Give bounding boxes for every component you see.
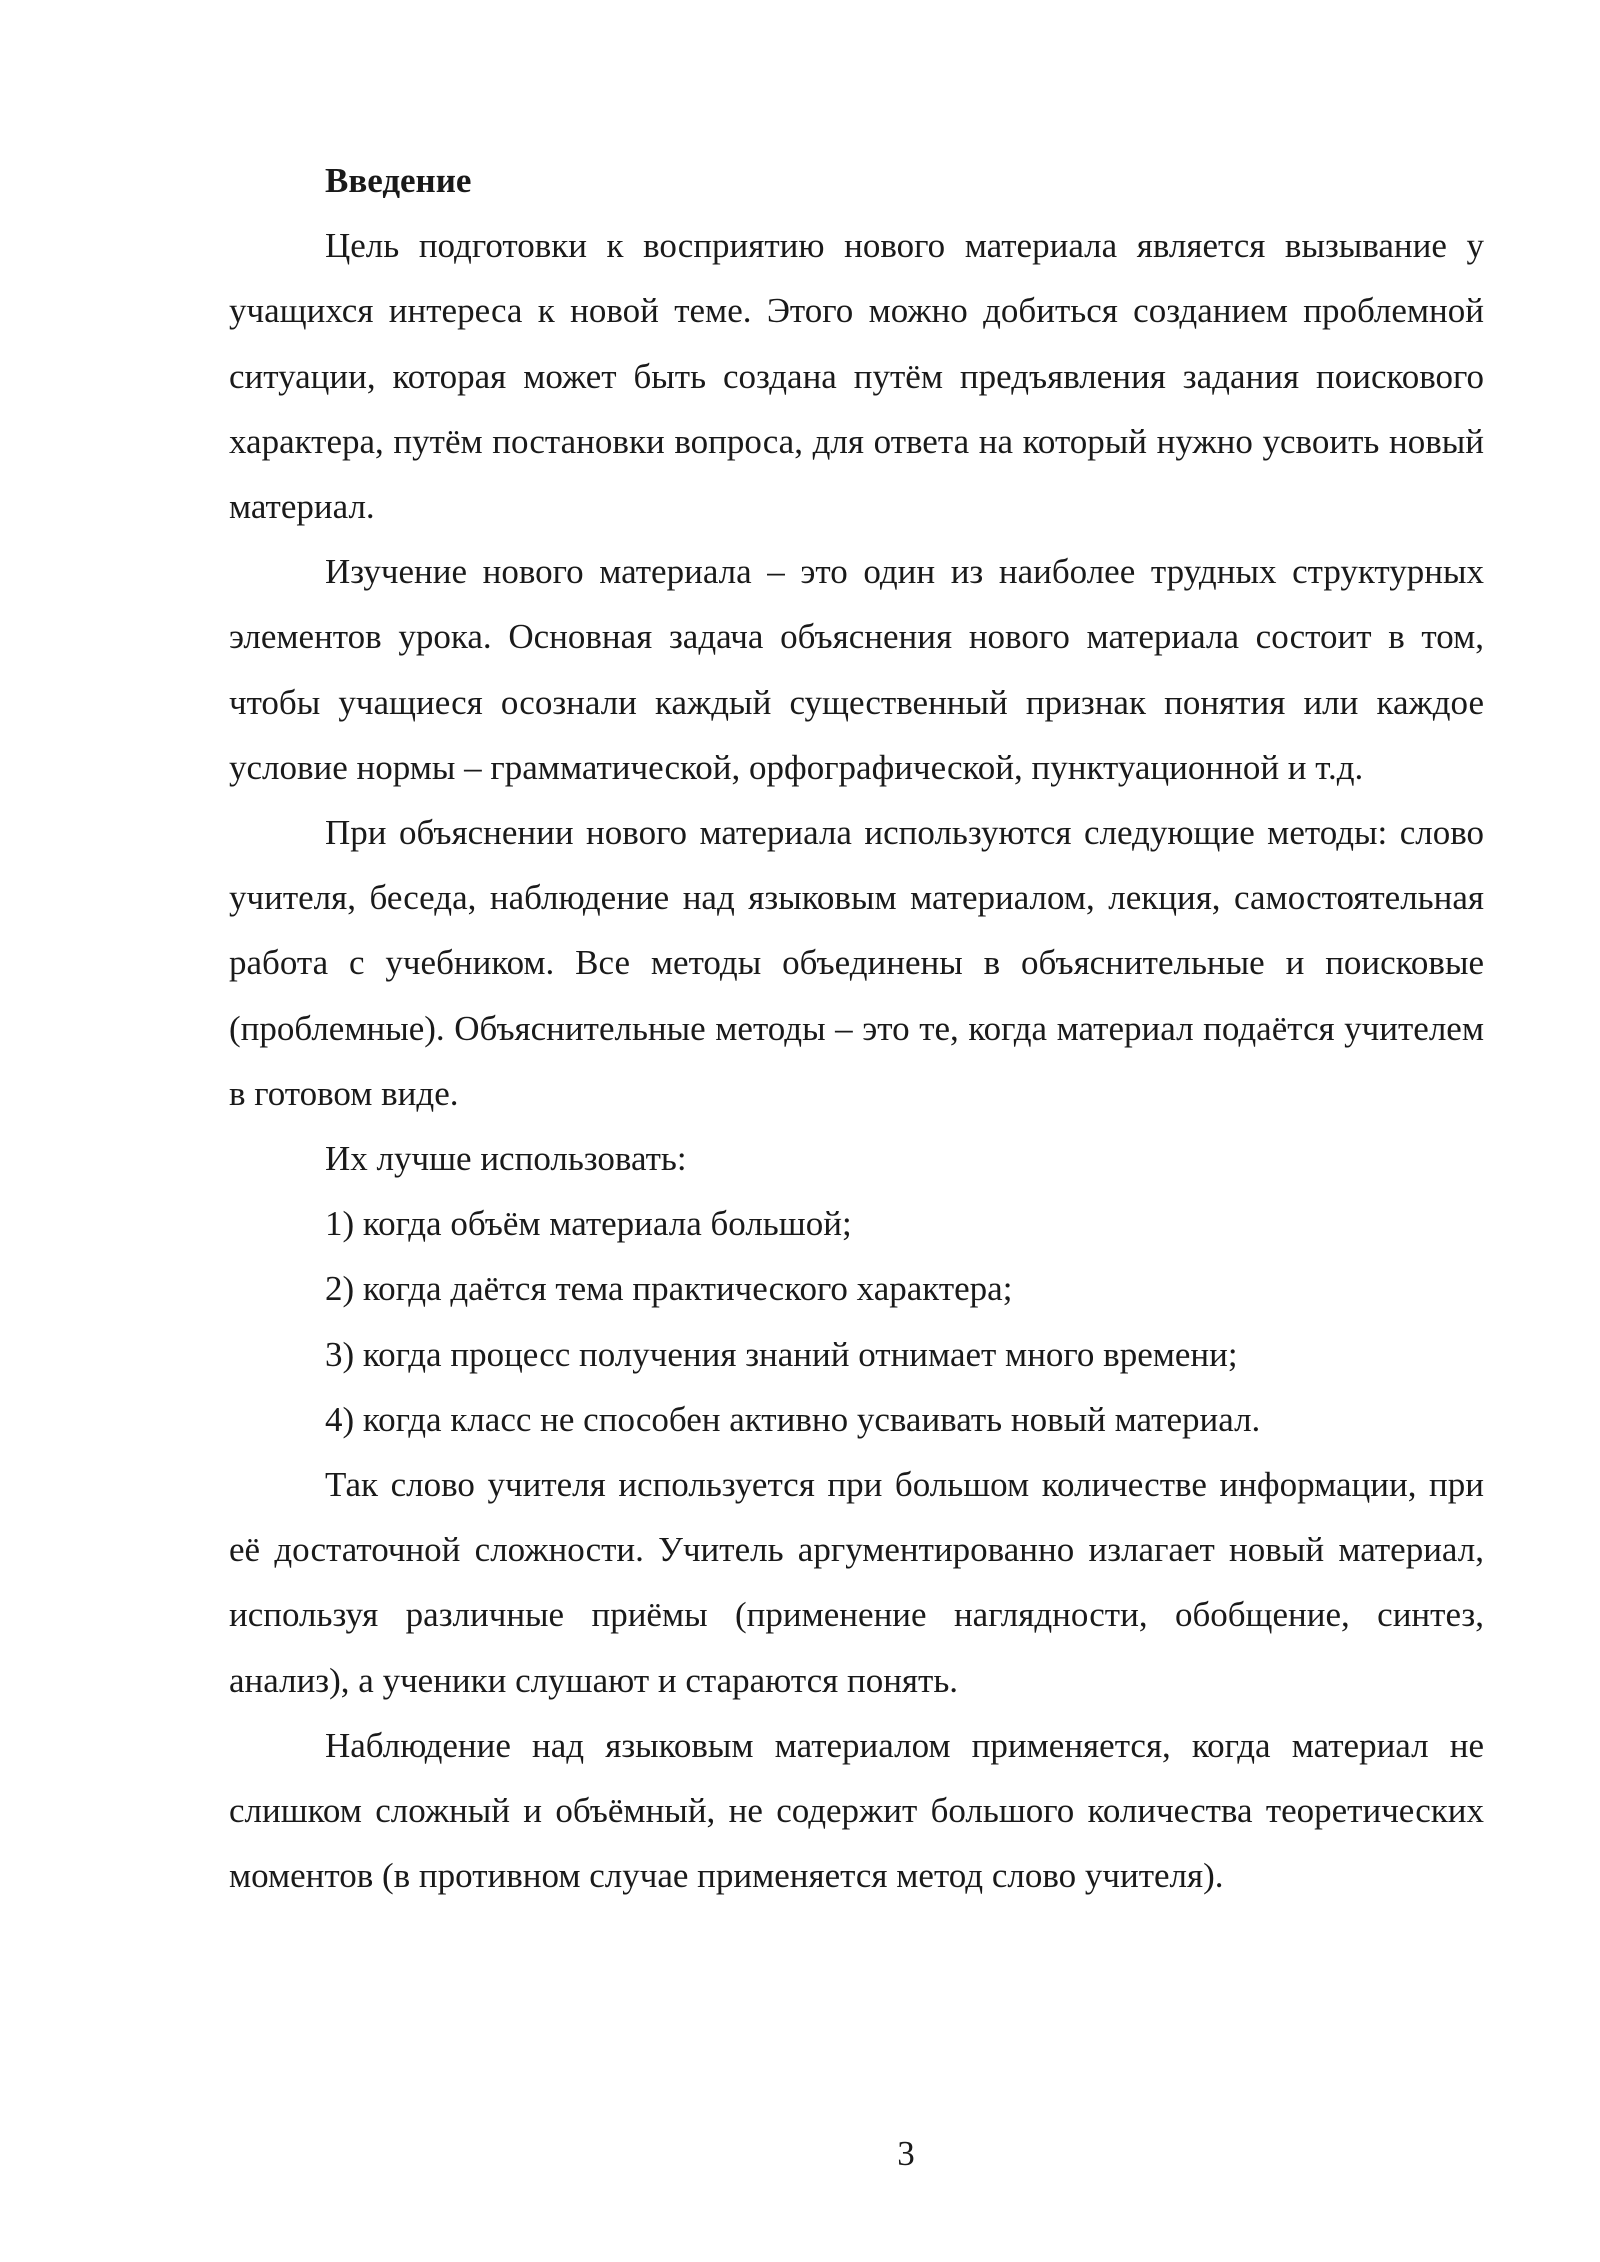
page-body bbox=[229, 148, 1484, 1908]
list-item: 2) когда даётся тема практического характера; bbox=[325, 1269, 1013, 1309]
list-item: 4) когда класс не способен активно усваивать новый материал. bbox=[325, 1399, 1261, 1439]
section-heading: Введение bbox=[325, 161, 472, 200]
list-item: 3) когда процесс получения знаний отнимает много времени; bbox=[325, 1334, 1238, 1374]
page-number: 3 bbox=[897, 2134, 915, 2173]
paragraph-goal: Цель подготовки к восприятию нового материала является вызывание у учащихся интереса к новой теме. Этого можно добиться созданием проблемной ситуации, которая может быть создана путём предъявления задания поискового характера, путём постановки вопроса, для ответа на который нужно усвоить новый материал. bbox=[229, 226, 1484, 527]
paragraph-teacher-word: Так слово учителя используется при большом количестве информации, при её достаточной сложности. Учитель аргументированно излагает новый материал, используя различные приёмы (применение наглядности, обобщение, синтез, анализ), а ученики слушают и стараются понять. bbox=[229, 1465, 1484, 1700]
paragraph-new-material: Изучение нового материала – это один из наиболее трудных структурных элементов урока. Основная задача объяснения нового материала состоит в том, чтобы учащиеся осознали каждый существенный признак понятия или каждое условие нормы – грамматической, орфографической, пунктуационной и т.д. bbox=[229, 552, 1484, 787]
list-item: 1) когда объём материала большой; bbox=[325, 1204, 852, 1244]
paragraph-observation: Наблюдение над языковым материалом применяется, когда материал не слишком сложный и объёмный, не содержит большого количества теоретических моментов (в противном случае применяется метод слово учителя). bbox=[229, 1725, 1484, 1896]
paragraph-methods: При объяснении нового материала используются следующие методы: слово учителя, беседа, наблюдение над языковым материалом, лекция, самостоятельная работа с учебником. Все методы объединены в объяснительные и поисковые (проблемные). Объяснительные методы – это те, когда материал подаётся учителем в готовом виде. bbox=[229, 813, 1484, 1113]
list-intro: Их лучше использовать: bbox=[325, 1139, 687, 1179]
